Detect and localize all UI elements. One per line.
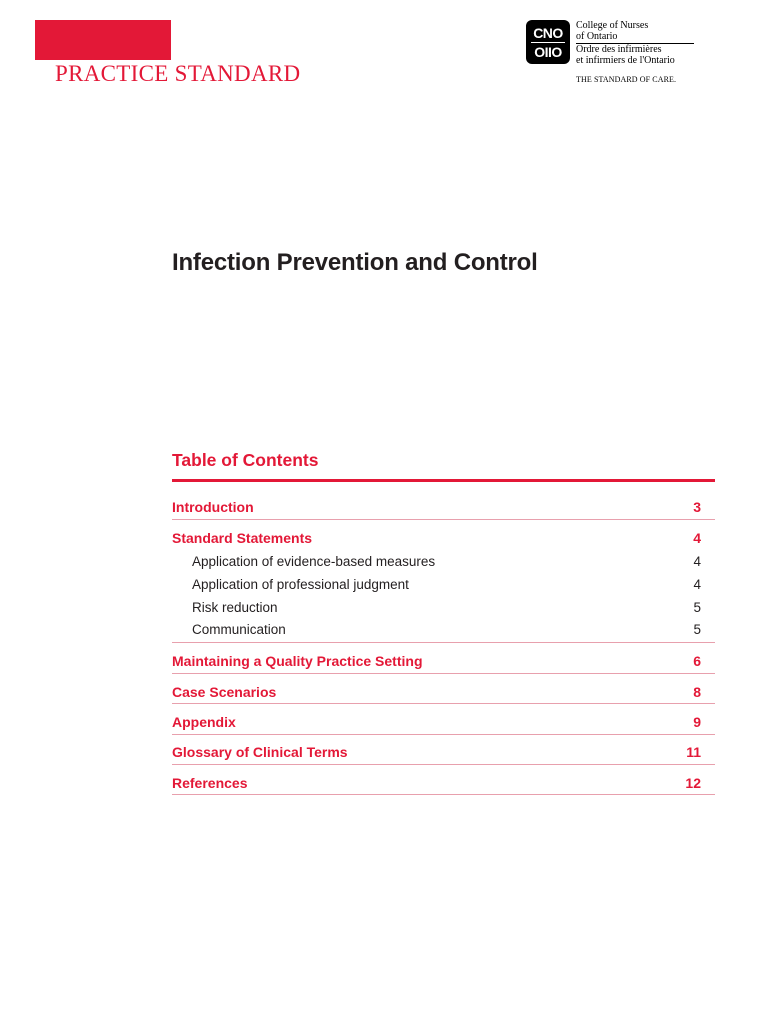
toc-entry-page: 3 xyxy=(693,498,701,515)
logo-tagline: THE STANDARD OF CARE. xyxy=(576,75,677,84)
toc-entry-page: 4 xyxy=(693,530,701,547)
header-red-block xyxy=(35,20,171,60)
toc-entry-case-scenarios[interactable] xyxy=(172,674,715,704)
toc-entry-page: 5 xyxy=(693,599,701,615)
cno-logo-mark xyxy=(526,20,570,64)
logo-line-4: et infirmiers de l'Ontario xyxy=(576,54,675,66)
toc-entry-page: 11 xyxy=(686,744,701,761)
toc-entry-page: 12 xyxy=(685,774,701,791)
logo-mark-divider xyxy=(531,42,565,43)
toc-entry-page: 9 xyxy=(693,713,701,730)
toc-subentry-professional-judgment[interactable] xyxy=(172,573,715,596)
toc-entry-label: References xyxy=(172,774,248,791)
toc-entry-page: 4 xyxy=(693,576,701,592)
toc-entry-label: Introduction xyxy=(172,498,254,515)
logo-mark-top: CNO xyxy=(533,25,563,41)
toc-entry-introduction[interactable] xyxy=(172,482,715,520)
toc-entry-page: 8 xyxy=(693,683,701,700)
toc-subentry-evidence-based-measures[interactable] xyxy=(172,550,715,573)
logo-text xyxy=(576,21,694,66)
toc-entry-label: Maintaining a Quality Practice Setting xyxy=(172,653,423,670)
toc-entry-standard-statements[interactable] xyxy=(172,520,715,550)
toc-entry-page: 5 xyxy=(693,621,701,637)
toc-entry-glossary[interactable] xyxy=(172,735,715,765)
toc-entry-label: Case Scenarios xyxy=(172,683,277,700)
toc-entry-label: Standard Statements xyxy=(172,530,313,547)
logo-mark-bottom: OIIO xyxy=(534,44,562,60)
toc-entry-label: Glossary of Clinical Terms xyxy=(172,744,348,761)
logo-line-3: Ordre des infirmières xyxy=(576,44,662,55)
logo-line-2: of Ontario xyxy=(576,30,618,42)
toc-entry-label: Application of evidence-based measures xyxy=(192,554,436,570)
table-of-contents xyxy=(172,448,715,795)
toc-entry-label: Communication xyxy=(192,621,286,637)
header-title: PRACTICE STANDARD xyxy=(55,61,301,86)
toc-subentry-communication[interactable] xyxy=(172,618,715,643)
toc-entry-page: 6 xyxy=(693,653,701,670)
toc-entry-appendix[interactable] xyxy=(172,704,715,734)
logo-line-1: College of Nurses xyxy=(576,20,649,31)
toc-entry-label: Risk reduction xyxy=(192,599,278,615)
toc-entry-label: Application of professional judgment xyxy=(192,576,409,592)
document-title: Infection Prevention and Control xyxy=(172,249,538,276)
cno-logo xyxy=(526,20,726,90)
toc-entry-page: 4 xyxy=(693,554,701,570)
toc-entry-references[interactable] xyxy=(172,765,715,795)
toc-entry-label: Appendix xyxy=(172,713,236,730)
toc-heading: Table of Contents xyxy=(172,448,715,482)
toc-entry-quality-practice-setting[interactable] xyxy=(172,643,715,673)
toc-subentry-risk-reduction[interactable] xyxy=(172,596,715,619)
